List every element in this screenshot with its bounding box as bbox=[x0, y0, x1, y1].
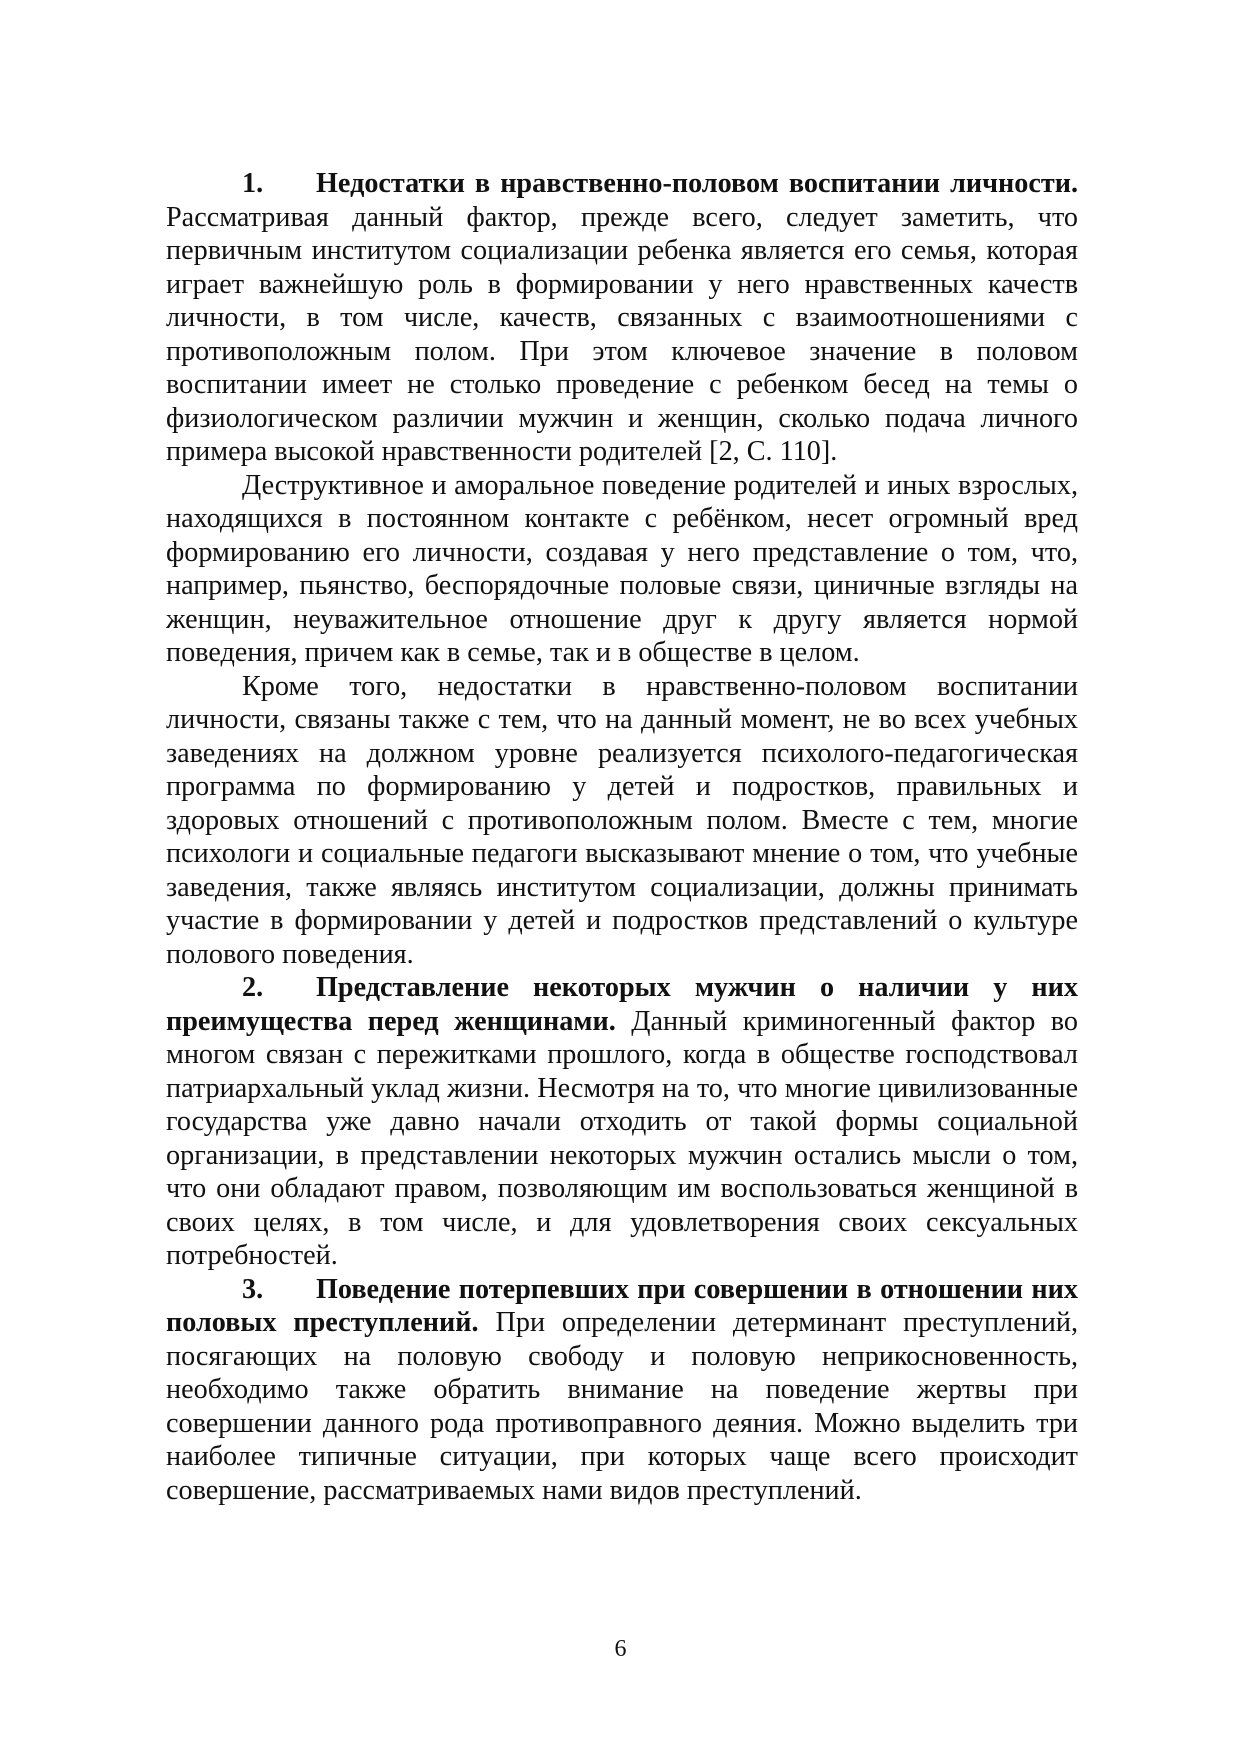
paragraph-5 bbox=[166, 1273, 1078, 1508]
paragraph-2-text: Деструктивное и аморальное поведение родителей и иных взрослых, находящихся в постоянном контакте с ребёнком, несет огромный вред формированию его личности, создавая у него представление о том, что, например, пьянство, беспорядочные половые связи, циничные взгляды на женщин, неуважительное отношение друг к другу является нормой поведения, причем как в семье, так и в обществе в целом. bbox=[166, 469, 1078, 668]
heading-2-text: Представление некоторых мужчин о наличии у них преимущества перед женщинами. bbox=[166, 972, 1078, 1037]
paragraph-4 bbox=[166, 971, 1078, 1273]
paragraph-1 bbox=[166, 167, 1078, 469]
paragraph-5-text: При определении детерминант преступлений, посягающих на половую свободу и половую неприкосновенность, необходимо также обратить внимание на поведение жертвы при совершении данного рода противоправного деяния. Можно выделить три наиболее типичные ситуации, при которых чаще всего происходит совершение, рассматриваемых нами видов преступлений. bbox=[166, 1307, 1079, 1506]
item-number-2: 2. bbox=[242, 972, 264, 1003]
paragraph-3-text: Кроме того, недостатки в нравственно-половом воспитании личности, связаны также с тем, что на данный момент, не во всех учебных заведениях на должном уровне реализуется психолого-педагогическая программа по формированию у детей и подростков, правильных и здоровых отношений с противоположным полом. Вместе с тем, многие психологи и социальные педагоги высказывают мнение о том, что учебные заведения, также являясь институтом социализации, должны принимать участие в формировании у детей и подростков представлений о культуре полового поведения. bbox=[166, 670, 1078, 970]
numbered-heading-1 bbox=[242, 168, 1078, 199]
page-number: 6 bbox=[614, 1636, 627, 1662]
heading-3-text: Поведение потерпевших при совершении в отношении них половых преступлений. bbox=[166, 1273, 1078, 1338]
paragraph-4-text: Данный криминогенный фактор во многом связан с пережитками прошлого, когда в обществе господствовал патриархальный уклад жизни. Несмотря на то, что многие цивилизованные государства уже давно начали отходить от такой формы социальной организации, в представлении некоторых мужчин остались мысли о том, что они обладают правом, позволяющим им воспользоваться женщиной в своих целях, в том числе, и для удовлетворения своих сексуальных потребностей. bbox=[166, 1005, 1078, 1271]
paragraph-2 bbox=[166, 469, 1078, 670]
item-number-3: 3. bbox=[242, 1273, 264, 1305]
paragraph-3 bbox=[166, 670, 1078, 972]
body-text bbox=[166, 167, 1078, 1507]
heading-1-text: Недостатки в нравственно-половом воспитании личности. bbox=[316, 168, 1078, 199]
paragraph-1-text: Рассматривая данный фактор, прежде всего, следует заметить, что первичным институтом социализации ребенка является его семья, которая играет важнейшую роль в формировании у него нравственных качеств личности, в том числе, качеств, связанных с взаимоотношениями с противоположным полом. При этом ключевое значение в половом воспитании имеет не столько проведение с ребенком бесед на темы о физиологическом различии мужчин и женщин, сколько подача личного примера высокой нравственности родителей [2, С. 110]. bbox=[166, 201, 1078, 467]
item-number-1: 1. bbox=[242, 168, 264, 199]
